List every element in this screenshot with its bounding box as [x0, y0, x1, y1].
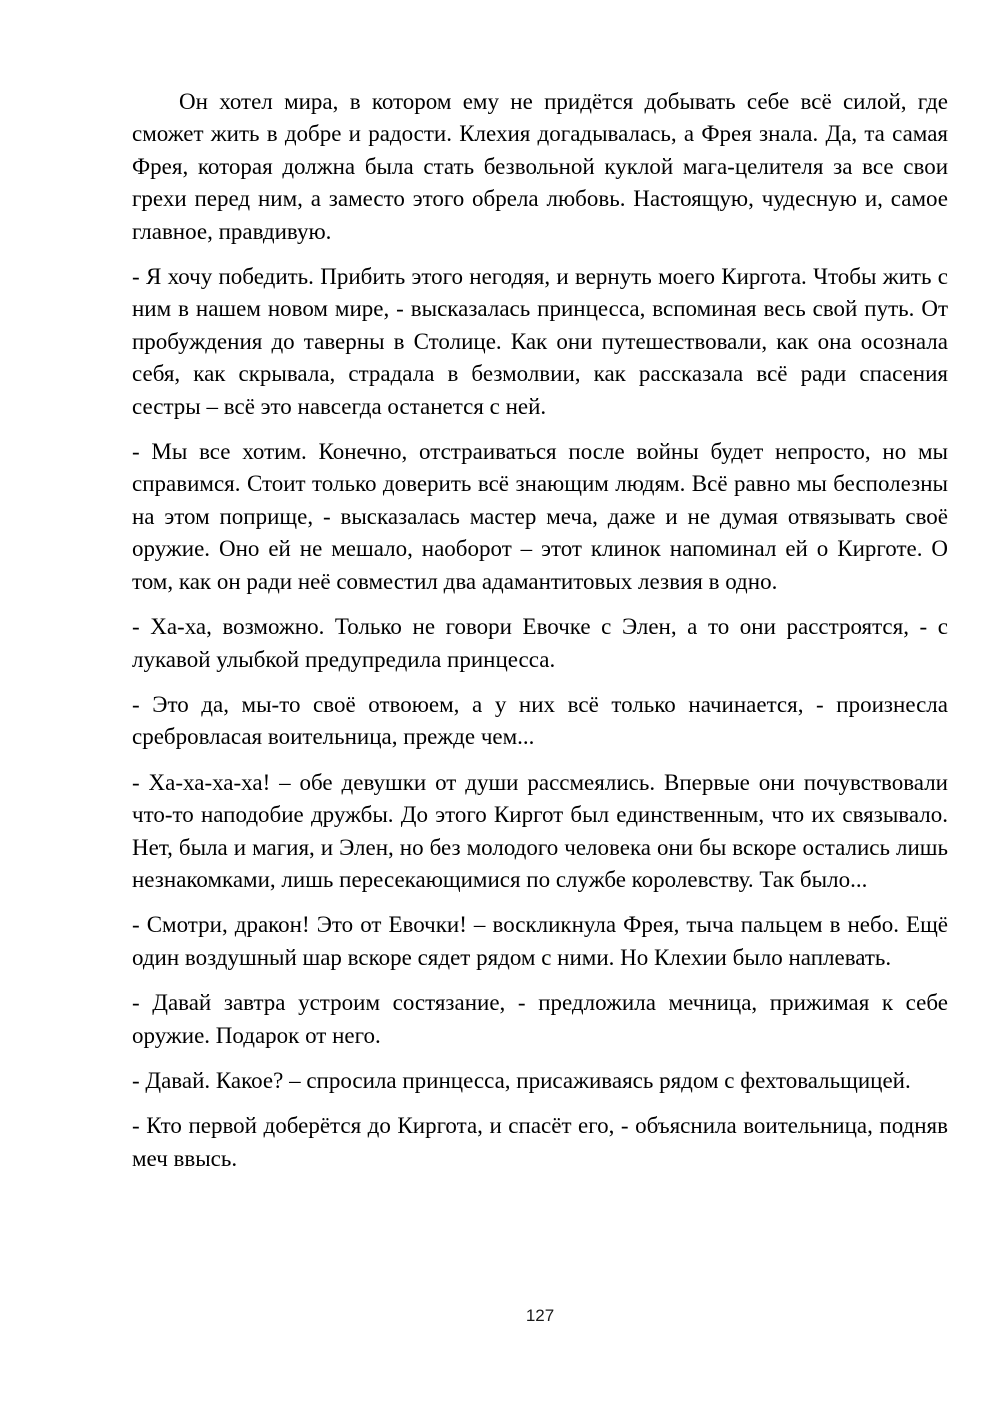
paragraph: - Я хочу победить. Прибить этого негодяя, и вернуть моего Киргота. Чтобы жить с ним в нашем новом мире, - высказалась принцесса, вспоминая весь свой путь. От пробуждения до таверны в Столице. Как они путешествовали, как она осознала себя, как скрывала, страдала в безмолвии, как рассказала всё ради спасения сестры – всё это навсегда останется с ней.: [132, 264, 948, 419]
page-number: 127: [525, 1306, 555, 1325]
paragraph: Он хотел мира, в котором ему не придётся добывать себе всё силой, где сможет жить в добре и радости. Клехия догадывалась, а Фрея знала. Да, та самая Фрея, которая должна была стать безвольной куклой мага-целителя за все свои грехи перед ним, а заместо этого обрела любовь. Настоящую, чудесную и, самое главное, правдивую.: [132, 89, 948, 244]
paragraph: - Давай. Какое? – спросила принцесса, присаживаясь рядом с фехтовальщицей.: [132, 1067, 911, 1093]
page-text-block: [132, 86, 948, 1188]
paragraph: - Ха-ха-ха-ха! – обе девушки от души рассмеялись. Впервые они почувствовали что-то наподобие дружбы. До этого Киргот был единственным, что их связывало. Нет, была и магия, и Элен, но без молодого человека они бы вскоре остались лишь незнакомками, лишь пересекающимися по службе королевству. Так было...: [132, 769, 948, 892]
paragraph: - Кто первой доберётся до Киргота, и спасёт его, - объяснила воительница, подняв меч ввысь.: [132, 1113, 948, 1171]
paragraph: - Мы все хотим. Конечно, отстраиваться после войны будет непросто, но мы справимся. Стоит только доверить всё знающим людям. Всё равно мы бесполезны на этом поприще, - высказалась мастер меча, даже и не думая отвязывать своё оружие. Оно ей не мешало, наоборот – этот клинок напоминал ей о Кирготе. О том, как он ради неё совместил два адамантитовых лезвия в одно.: [132, 439, 948, 594]
paragraph: - Ха-ха, возможно. Только не говори Евочке с Элен, а то они расстроятся, - с лукавой улыбкой предупредила принцесса.: [132, 614, 948, 672]
paragraph: - Давай завтра устроим состязание, - предложила мечница, прижимая к себе оружие. Подарок от него.: [132, 990, 948, 1048]
paragraph: - Смотри, дракон! Это от Евочки! – воскликнула Фрея, тыча пальцем в небо. Ещё один воздушный шар вскоре сядет рядом с ними. Но Клехии было наплевать.: [132, 912, 948, 970]
paragraph: - Это да, мы-то своё отвоюем, а у них всё только начинается, - произнесла сребровласая воительница, прежде чем...: [132, 691, 948, 750]
